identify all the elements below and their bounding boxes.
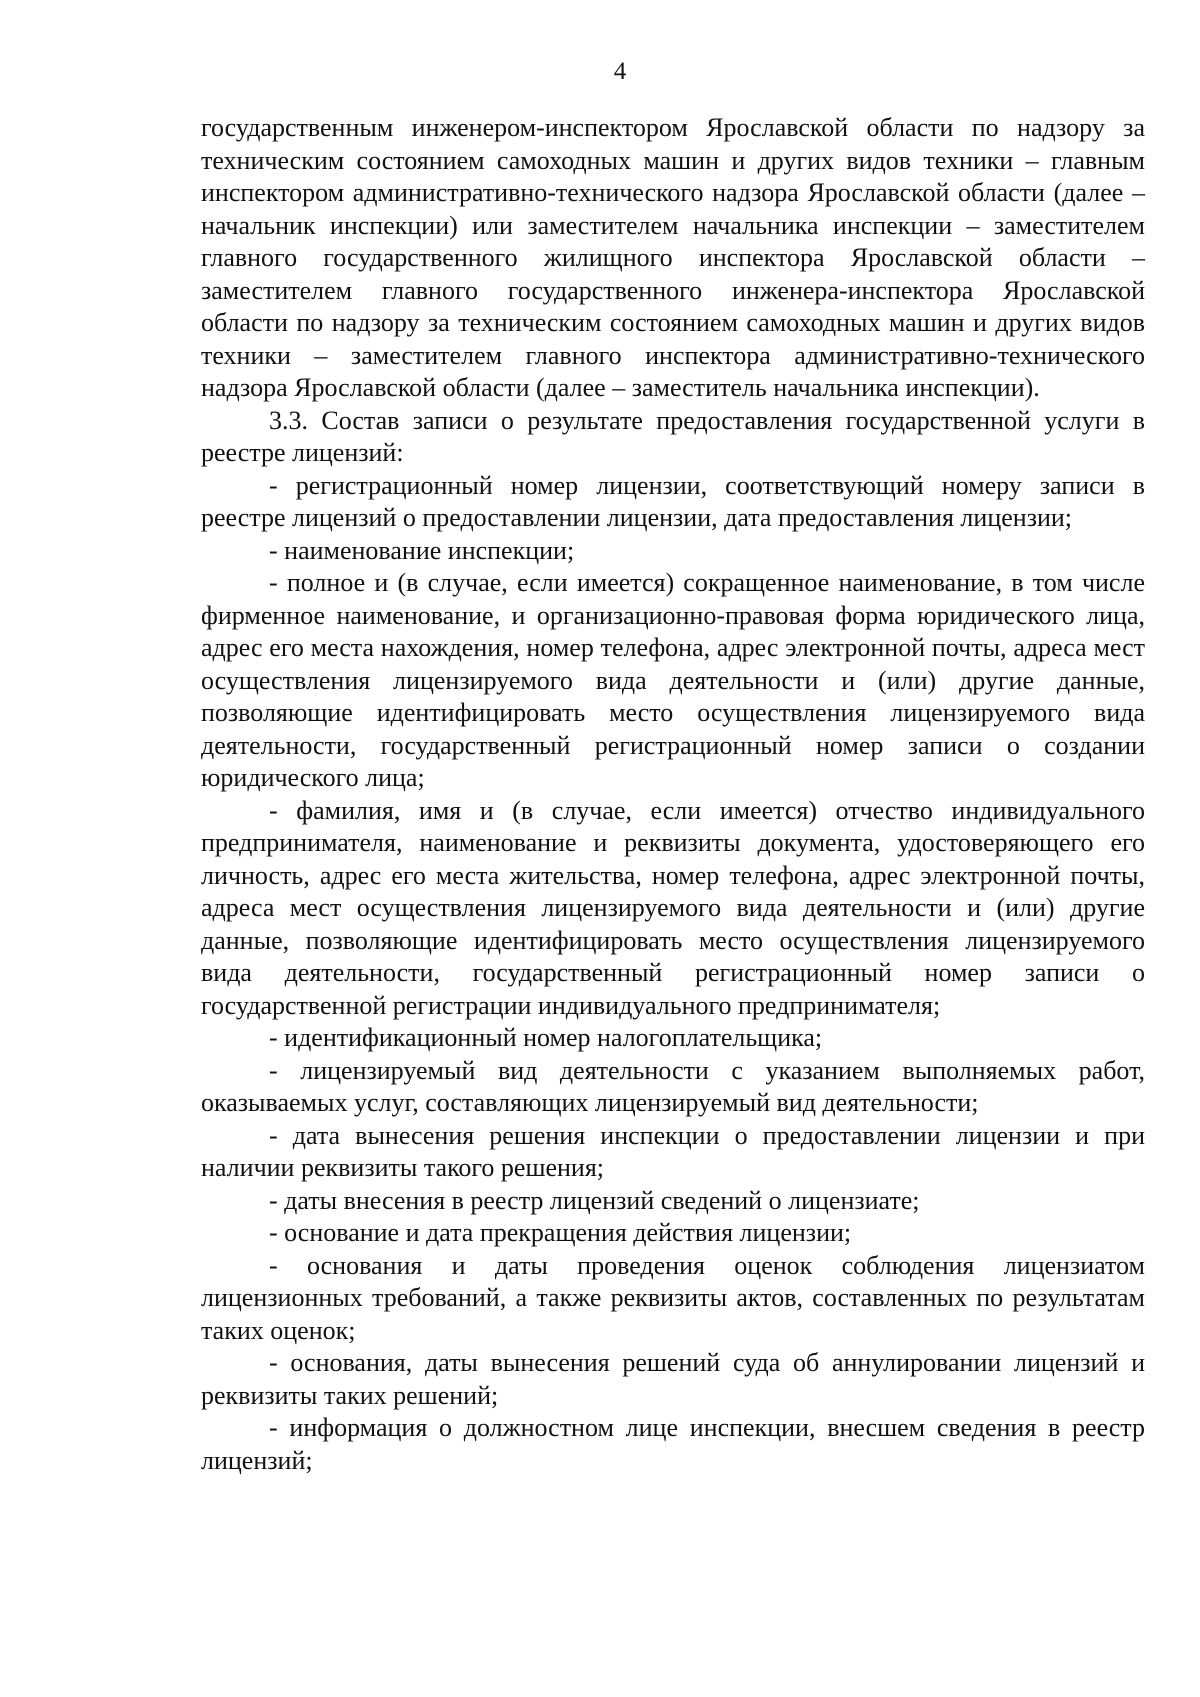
list-item-individual-entrepreneur: - фамилия, имя и (в случае, если имеется) отчество индивидуального предпринимателя, наименование и реквизиты документа, удостоверяющего его личность, адрес его места жительства, номер телефона, адрес электронной почты, адреса мест осуществления лицензируемого вида деятельности и (или) другие данные, позволяющие идентифицировать место осуществления лицензируемого вида деятельности, государственный регистрационный номер записи о государственной регистрации индивидуального предпринимателя; <box>201 795 1145 1020</box>
list-item-decision-date: - дата вынесения решения инспекции о предоставлении лицензии и при наличии реквизиты такого решения; <box>201 1120 1145 1182</box>
list-item-legal-entity: - полное и (в случае, если имеется) сокращенное наименование, в том числе фирменное наименование, и организационно-правовая форма юридического лица, адрес его места нахождения, номер телефона, адрес электронной почты, адреса мест осуществления лицензируемого вида деятельности и (или) другие данные, позволяющие идентифицировать место осуществления лицензируемого вида деятельности, государственный регистрационный номер записи о создании юридического лица; <box>201 568 1145 792</box>
list-item-termination: - основание и дата прекращения действия лицензии; <box>269 1218 852 1247</box>
list-item-taxpayer-number: - идентификационный номер налогоплательщика; <box>269 1023 823 1052</box>
list-item-compliance-assessments: - основания и даты проведения оценок соблюдения лицензиатом лицензионных требований, а также реквизиты актов, составленных по результатам таких оценок; <box>201 1250 1145 1345</box>
document-body <box>201 112 1145 1477</box>
list-item-entry-dates: - даты внесения в реестр лицензий сведений о лицензиате; <box>269 1185 920 1215</box>
page-number: 4 <box>613 58 627 85</box>
list-item-licensed-activity: - лицензируемый вид деятельности с указанием выполняемых работ, оказываемых услуг, составляющих лицензируемый вид деятельности; <box>201 1055 1145 1117</box>
list-item-registration-number: - регистрационный номер лицензии, соответствующий номеру записи в реестре лицензий о предоставлении лицензии, дата предоставления лицензии; <box>201 470 1145 532</box>
list-item-official-info: - информация о должностном лице инспекции, внесшем сведения в реестр лицензий; <box>201 1413 1145 1475</box>
paragraph-section-3-3: 3.3. Состав записи о результате предоставления государственной услуги в реестре лицензий: <box>201 405 1145 467</box>
paragraph-continuation: государственным инженером-инспектором Ярославской области по надзору за техническим состоянием самоходных машин и других видов техники – главным инспектором административно-технического надзора Ярославской области (далее – начальник инспекции) или заместителем начальника инспекции – заместителем главного государственного жилищного инспектора Ярославской области – заместителем главного государственного инженера-инспектора Ярославской области по надзору за техническим состоянием самоходных машин и других видов техники – заместителем главного инспектора административно-технического надзора Ярославской области (далее – заместитель начальника инспекции). <box>201 113 1145 402</box>
list-item-inspection-name: - наименование инспекции; <box>269 535 575 565</box>
list-item-court-decisions: - основания, даты вынесения решений суда об аннулировании лицензий и реквизиты таких решений; <box>201 1348 1145 1410</box>
